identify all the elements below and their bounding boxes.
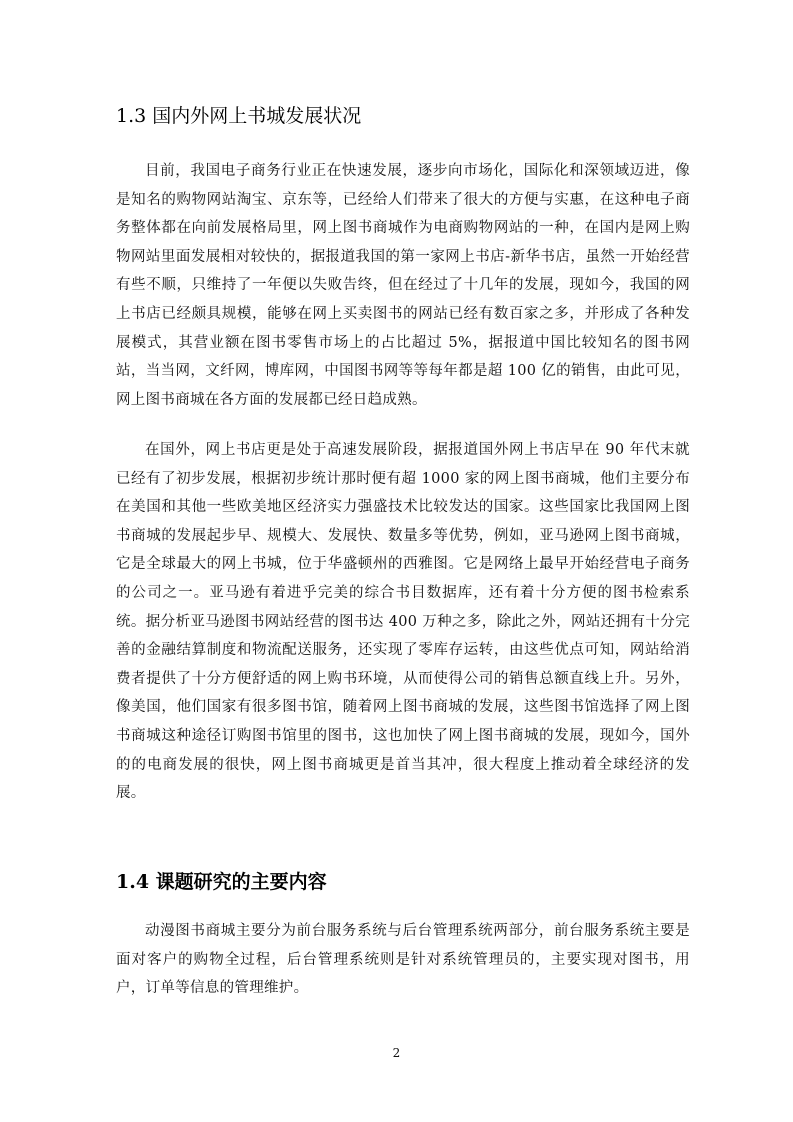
page-number: 2 [392,1046,401,1060]
section-heading-1-3: 1.3 国内外网上书城发展状况 [116,105,362,127]
paragraph-research-content: 动漫图书商城主要分为前台服务系统与后台管理系统两部分，前台服务系统主要是面对客户的购物全过程，后台管理系统则是针对系统管理员的，主要实现对图书，用户，订单等信息的管理维护。 [116,923,690,997]
paragraph-domestic-development: 目前，我国电子商务行业正在快速发展，逐步向市场化，国际化和深领域迈进，像是知名的购物网站淘宝、京东等，已经给人们带来了很大的方便与实惠，在这种电子商务整体都在向前发展格局里，网上图书商城作为电商购物网站的一种，在国内是网上购物网站里面发展相对较快的，据报道我国的第一家网上书店-新华书店，虽然一开始经营有些不顺，只维持了一年便以失败告终，但在经过了十几年的发展，现如今，我国的网上书店已经颇具规模，能够在网上买卖图书的网站已经有数百家之多，并形成了各种发展模式，其营业额在图书零售市场上的占比超过 5%，据报道中国比较知名的图书网站，当当网，文纤网，博库网，中国图书网等等每年都是超 100 亿的销售，由此可见，网上图书商城在各方面的发展都已经日趋成熟。 [116,163,690,408]
paragraph-foreign-development: 在国外，网上书店更是处于高速发展阶段，据报道国外网上书店早在 90 年代末就已经有了初步发展，根据初步统计那时便有超 1000 家的网上图书商城，他们主要分布在美国和其他一些欧美地区经济实力强盛技术比较发达的国家。这些国家比我国网上图书商城的发展起步早、规模大、发展快、数量多等优势，例如，亚马逊网上图书商城，它是全球最大的网上书城，位于华盛顿州的西雅图。它是网络上最早开始经营电子商务的公司之一。亚马逊有着进乎完美的综合书目数据库，还有着十分方便的图书检索系统。据分析亚马逊图书网站经营的图书达 400 万种之多，除此之外，网站还拥有十分完善的金融结算制度和物流配送服务，还实现了零库存运转，由这些优点可知，网站给消费者提供了十分方便舒适的网上购书环境，从而使得公司的销售总额直线上升。另外，像美国，他们国家有很多图书馆，随着网上图书商城的发展，这些图书馆选择了网上图书商城这种途径订购图书馆里的图书，这也加快了网上图书商城的发展，现如今，国外的的电商发展的很快，网上图书商城更是首当其冲，很大程度上推动着全球经济的发展。 [116,442,690,802]
section-heading-1-4: 1.4 课题研究的主要内容 [116,871,327,893]
